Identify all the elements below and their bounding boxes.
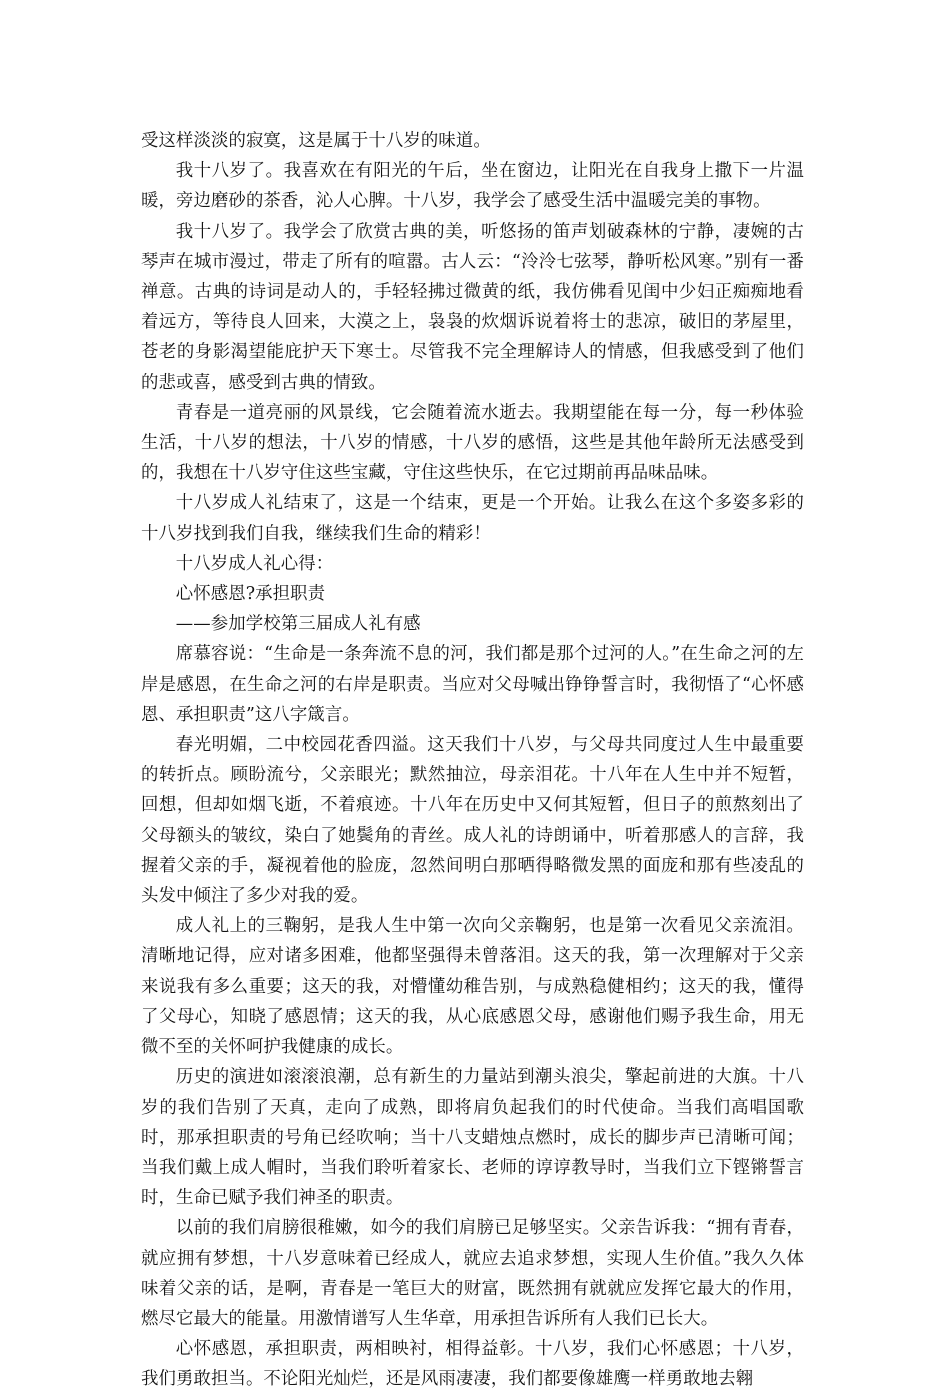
paragraph: 以前的我们肩膀很稚嫩，如今的我们肩膀已足够坚实。父亲告诉我：“拥有青春，就应拥有梦想，十八岁意味着已经成人，就应去追求梦想，实现人生价值。”我久久体味着父亲的话，是啊，青春是一笔巨大的财富，既然拥有就就应发挥它最大的作用，燃尽它最大的能量。用激情谱写人生华章，用承担告诉所有人我们已长大。: [141, 1218, 804, 1329]
document-body: [141, 126, 804, 1395]
paragraph: 心怀感恩，承担职责，两相映衬，相得益彰。十八岁，我们心怀感恩；十八岁，我们勇敢担当。不论阳光灿烂，还是风雨凄凄，我们都要像雄鹰一样勇敢地去翱: [141, 1339, 804, 1390]
paragraph: 春光明媚，二中校园花香四溢。这天我们十八岁，与父母共同度过人生中最重要的转折点。顾盼流兮，父亲眼光；默然抽泣，母亲泪花。十八年在人生中并不短暂，回想，但却如烟飞逝，不着痕迹。十八年在历史中又何其短暂，但日子的煎熬刻出了父母额头的皱纹，染白了她鬓角的青丝。成人礼的诗朗诵中，听着那感人的言辞，我握着父亲的手，凝视着他的脸庞，忽然间明白那晒得略微发黑的面庞和那有些凌乱的头发中倾注了多少对我的爱。: [141, 735, 804, 907]
paragraph: 历史的演进如滚滚浪潮，总有新生的力量站到潮头浪尖，擎起前进的大旗。十八岁的我们告别了天真，走向了成熟，即将肩负起我们的时代使命。当我们高唱国歌时，那承担职责的号角已经吹响；当十八支蜡烛点燃时，成长的脚步声已清晰可闻；当我们戴上成人帽时，当我们聆听着家长、老师的谆谆教导时，当我们立下铿锵誓言时，生命已赋予我们神圣的职责。: [141, 1067, 804, 1209]
paragraph: 成人礼上的三鞠躬，是我人生中第一次向父亲鞠躬，也是第一次看见父亲流泪。清晰地记得，应对诸多困难，他都坚强得未曾落泪。这天的我，第一次理解对于父亲来说我有多么重要；这天的我，对懵懂幼稚告别，与成熟稳健相约；这天的我，懂得了父母心，知晓了感恩情；这天的我，从心底感恩父母，感谢他们赐予我生命，用无微不至的关怀呵护我健康的成长。: [141, 916, 804, 1058]
paragraph: 青春是一道亮丽的风景线，它会随着流水逝去。我期望能在每一分，每一秒体验生活，十八岁的想法，十八岁的情感，十八岁的感悟，这些是其他年龄所无法感受到的，我想在十八岁守住这些宝藏，守住这些快乐，在它过期前再品味品味。: [141, 402, 804, 484]
essay-subtitle: ——参加学校第三届成人礼有感: [175, 614, 421, 635]
section-heading: 十八岁成人礼心得：: [175, 553, 334, 574]
paragraph: 十八岁成人礼结束了，这是一个结束，更是一个开始。让我么在这个多姿多彩的十八岁找到我们自我，继续我们生命的精彩！: [141, 493, 804, 544]
essay-title: 心怀感恩?承担职责: [175, 584, 326, 605]
paragraph: 我十八岁了。我喜欢在有阳光的午后，坐在窗边，让阳光在自我身上撒下一片温暖，旁边磨砂的茶香，沁人心脾。十八岁，我学会了感受生活中温暖完美的事物。: [141, 161, 804, 212]
paragraph: 席慕容说：“生命是一条奔流不息的河，我们都是那个过河的人。”在生命之河的左岸是感恩，在生命之河的右岸是职责。当应对父母喊出铮铮誓言时，我彻悟了“心怀感恩、承担职责”这八字箴言。: [141, 644, 804, 725]
paragraph-continuation: 受这样淡淡的寂寞，这是属于十八岁的味道。: [141, 131, 491, 151]
paragraph: 我十八岁了。我学会了欣赏古典的美，听悠扬的笛声划破森林的宁静，凄婉的古琴声在城市漫过，带走了所有的喧嚣。古人云：“泠泠七弦琴，静听松风寒。”别有一番禅意。古典的诗词是动人的，手轻轻拂过微黄的纸，我仿佛看见闺中少妇正痴痴地看着远方，等待良人回来，大漠之上，袅袅的炊烟诉说着将士的悲凉，破旧的茅屋里，苍老的身影渴望能庇护天下寒士。尽管我不完全理解诗人的情感，但我感受到了他们的悲或喜，感受到古典的情致。: [141, 221, 804, 393]
